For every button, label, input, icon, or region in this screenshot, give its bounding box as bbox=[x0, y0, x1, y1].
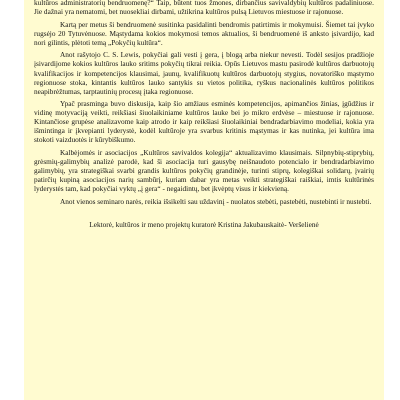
paragraph-association: Kalbėjomės ir asociacijos „Kultūros savivaldos kolegija“ aktualizavimo klausimais. Silpnybių-stiprybių, grėsmių-galimybių analizė parodė, kad ši asociacija turi gausybę neišnaudoto potencialo ir bendradarbiavimo galimybių, yra strategiškai svarbi grandis kultūros pokyčių grandinėje, turinti stiprų, kolegiškai solidarų, įvairių patirčių kupiną asociacijos narių sambūrį, kuriam dabar yra metas veikti strategiškai raiškiai, imtis kultūrinės lyderystės tam, kad pokyčiai vyktų „į gera“ - negaidintų, bet įkvėptų visus ir kiekvieną. bbox=[34, 148, 374, 194]
article-body bbox=[34, 0, 374, 233]
paragraph-closing: Anot vienos seminaro narės, reikia išsikelti sau uždavinį - nuolatos stebėti, pastebėti, nustebinti ir nustebti. bbox=[60, 196, 372, 206]
paragraph-intro: kultūros administratorių bendruomenę?“ Taip, būtent tuos žmones, dirbančius savivaldybių kultūros padaliniuose. Jie dažnai yra nematomi, bet nuosekliai dirbami, užtikrina kultūros pulsą Lietuvos miestuose ir rajonuose. bbox=[34, 0, 374, 17]
paragraph-competencies: Ypač prasminga buvo diskusija, kaip šio amžiaus esminės kompetencijos, apimančios žinias, įgūdžius ir vidinę motyvaciją veikti, reikšiasi šiuolaikiniame kultūros lauke bei jo mikro erdvėse – miestuose ir rajonuose. Kintančiose grupėse analizavome kaip atrodo ir kaip reikšiasi šiuolaikiniai bendradarbiavimo modeliai, kokia yra išmintinga ir įkvepianti lyderystė, kodėl kultūroje yra svarbus kritinis mąstymas ir kas nutinka, jei kultūra ima stokoti vaizduotės ir kūrybiškumo. bbox=[34, 99, 374, 145]
document-page bbox=[24, 0, 384, 400]
author-signature: Lektorė, kultūros ir meno projektų kuratorė Kristina Jakubauskaitė- Veršelienė bbox=[89, 219, 319, 229]
paragraph-annual-meeting: Kartą per metus ši bendruomenė susitinka pasidalinti bendromis patirtimis ir mokymuisi. Šiemet tai įvyko rugsėjo 20 Tytuvėnuose. Mąstydama kokios mokymosi temos aktualios, ši bendruomenė iš anksto įsivardijo, kad nori gilintis, plėtoti temą „Pokyčių kultūra“. bbox=[34, 19, 374, 47]
paragraph-lewis-quote: Anot rašytojo C. S. Lewis, pokyčiai gali vesti į gera, į blogą arba niekur nevesti. Todėl sesijos pradžioje įsivardijome kokios kultūros lauko sritims pokyčių tikrai reikia. Opūs Lietuvos mastu pasirodė kultūros darbuotojų kvalifikacijos ir kompetencijos klausimai, jaunų, kvalifikuotų kultūros darbuotojų stygius, novatoriško mąstymo regionuose stoka, kintantis kultūros lauko santykis su vietos politika, ryškus nacionalinės kultūros politikos neapibrėžtumas, tarptautinių procesų įtaka regionuose. bbox=[34, 50, 374, 96]
